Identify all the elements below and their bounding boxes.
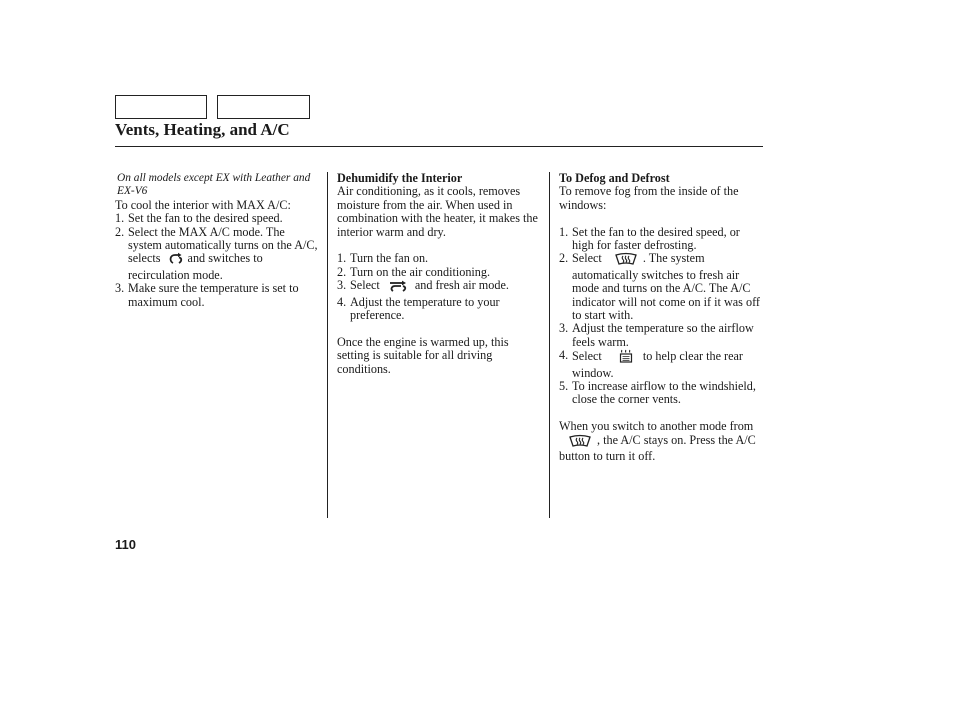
- column-defog: [559, 172, 764, 464]
- list-item: 3. Make sure the temperature is set to maximum cool.: [115, 281, 299, 309]
- list-item: 5. To increase airflow to the windshield, close the corner vents.: [559, 379, 756, 407]
- windshield-defrost-icon: [615, 252, 637, 268]
- rear-window-defroster-icon: [619, 349, 633, 366]
- fresh-air-icon: [389, 279, 409, 295]
- dehumidify-outro: Once the engine is warmed up, this setting is suitable for all driving conditions.: [337, 334, 509, 376]
- recirculation-icon: [168, 252, 184, 268]
- windshield-defrost-icon: [569, 434, 591, 450]
- column-dehumidify: [337, 172, 542, 376]
- page-number: 110: [115, 537, 136, 552]
- list-item: 1. Turn the fan on.: [337, 251, 429, 266]
- dehumidify-intro: Air conditioning, as it cools, removes moisture from the air. When used in combination with the heater, it makes the interior warm and dry.: [337, 184, 538, 239]
- column-divider: [549, 172, 550, 518]
- dehumidify-heading: Dehumidify the Interior: [337, 171, 463, 185]
- list-item: 1. Set the fan to the desired speed, or high for faster defrosting.: [559, 224, 740, 253]
- max-ac-intro: To cool the interior with MAX A/C:: [115, 197, 291, 212]
- defog-outro: When you switch to another mode from , the A/C stays on. Press the A/C button to turn it off.: [559, 419, 756, 464]
- list-item: 2. Select . The system automatically switches to fresh air mode and turns on the A/C. The A/C indicator will not come on if it was off to start with.: [559, 251, 760, 323]
- defog-heading: To Defog and Defrost: [559, 171, 670, 185]
- list-item: 3. Adjust the temperature so the airflow feels warm.: [559, 321, 754, 349]
- defog-intro: To remove fog from the inside of the windows:: [559, 184, 739, 212]
- column-max-ac: [115, 172, 319, 309]
- list-item: 2. Turn on the air conditioning.: [337, 264, 491, 279]
- list-item: 1. Set the fan to the desired speed.: [115, 211, 283, 226]
- model-note: On all models except EX with Leather and EX-V6: [117, 172, 311, 198]
- nav-tab-1[interactable]: [115, 95, 207, 119]
- defog-steps: [559, 226, 764, 407]
- header-divider: [115, 146, 763, 147]
- page-title: Vents, Heating, and A/C: [115, 120, 290, 139]
- list-item: 4. Adjust the temperature to your preference.: [337, 294, 500, 323]
- list-item: 2. Select the MAX A/C mode. The system automatically turns on the A/C, selects and switches to recirculation mode.: [115, 224, 318, 282]
- max-ac-steps: [115, 212, 319, 309]
- dehumidify-steps: [337, 252, 542, 322]
- list-item: 3. Select and fresh air mode.: [337, 279, 542, 295]
- list-item: 4. Select to help clear the rear window.: [559, 348, 743, 380]
- column-divider: [327, 172, 328, 518]
- nav-tab-2[interactable]: [217, 95, 310, 119]
